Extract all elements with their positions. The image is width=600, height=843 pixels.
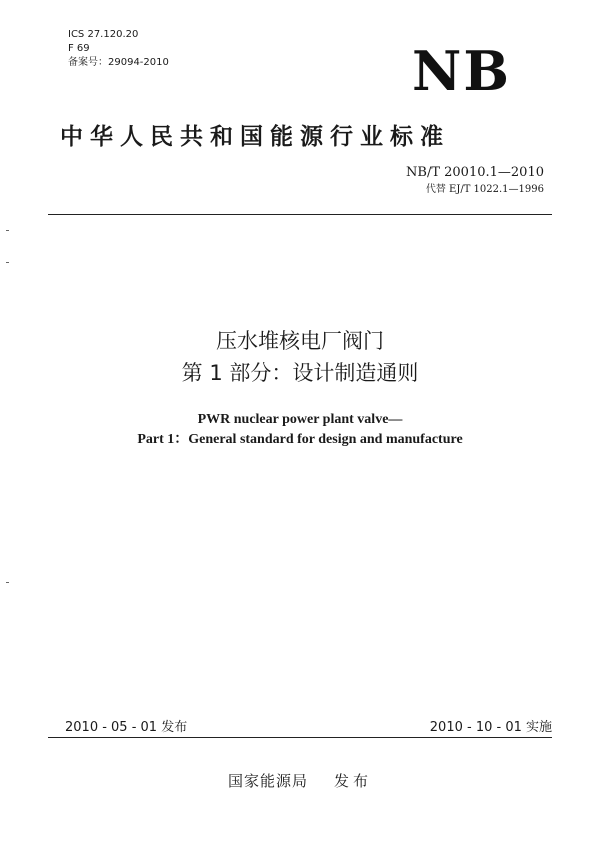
record-number: 备案号：29094-2010: [68, 57, 169, 68]
issuer-name: 国家能源局: [227, 772, 308, 790]
classification-block: [68, 28, 169, 70]
nb-logo: NB: [412, 39, 512, 103]
scan-margin-mark: [6, 582, 9, 583]
chinese-title-line2: 第 1 部分：设计制造通则: [181, 361, 419, 385]
chinese-title-line1: 压水堆核电厂阀门: [216, 329, 384, 353]
top-divider: [48, 214, 552, 215]
issuer-line: [0, 770, 600, 791]
issue-word: 发布: [334, 772, 373, 790]
bottom-divider: [48, 737, 552, 738]
replaces-standard: 代替 EJ/T 1022.1—1996: [425, 184, 544, 195]
issue-date: 2010 - 05 - 01 发布: [65, 720, 188, 735]
standard-category-title: 中华人民共和国能源行业标准: [60, 124, 450, 150]
effective-date: 2010 - 10 - 01 实施: [429, 720, 552, 735]
english-title-line2: Part 1：General standard for design and manufacture: [137, 432, 463, 447]
scan-margin-mark: [6, 230, 9, 231]
scan-margin-mark: [6, 262, 9, 263]
ccs-code: F 69: [68, 43, 90, 54]
english-title-line1: PWR nuclear power plant valve—: [197, 412, 403, 427]
ics-code: ICS 27.120.20: [68, 29, 139, 40]
standard-number-block: [406, 164, 544, 198]
standard-number: NB/T 20010.1—2010: [406, 165, 544, 180]
